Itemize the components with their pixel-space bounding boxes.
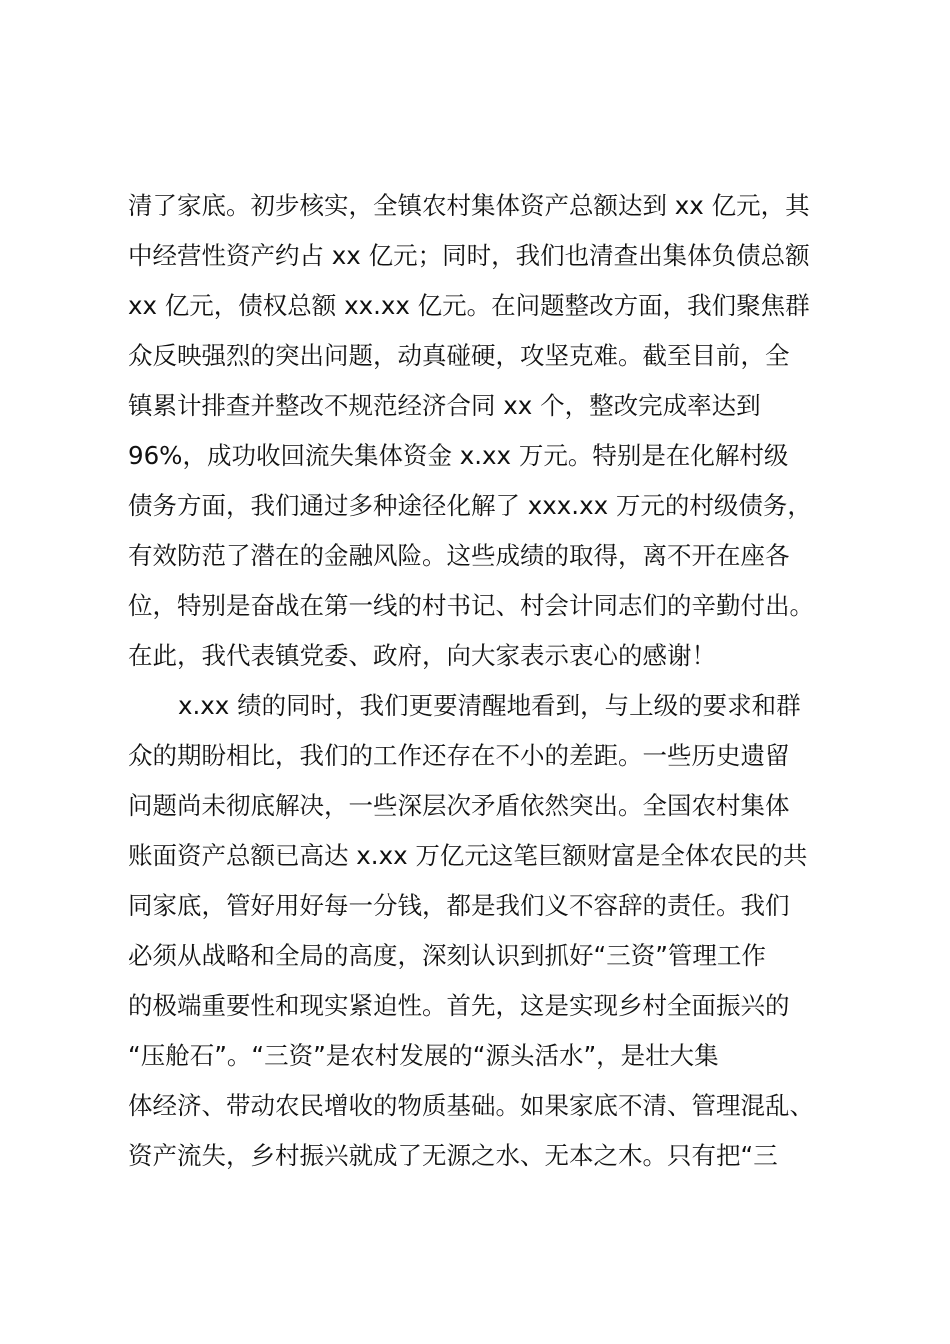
text-line-9: 位，特别是奋战在第一线的村书记、村会计同志们的辛勤付出。: [128, 591, 814, 620]
text-line-7: 债务方面，我们通过多种途径化解了 xxx.xx 万元的村级债务，: [128, 491, 812, 520]
text-line-10: 在此，我代表镇党委、政府，向大家表示衷心的感谢！: [128, 641, 716, 670]
text-line-4: 众反映强烈的突出问题，动真碰硬，攻坚克难。截至目前，全: [128, 341, 790, 370]
text-line-1: 清了家底。初步核实，全镇农村集体资产总额达到 xx 亿元，其: [128, 191, 810, 220]
text-line-14: 账面资产总额已高达 x.xx 万亿元这笔巨额财富是全体农民的共: [128, 841, 808, 870]
text-line-5: 镇累计排查并整改不规范经济合同 xx 个，整改完成率达到: [128, 391, 761, 420]
text-line-20: 资产流失，乡村振兴就成了无源之水、无本之木。只有把“三: [128, 1141, 778, 1170]
text-line-17: 的极端重要性和现实紧迫性。首先，这是实现乡村全面振兴的: [128, 991, 790, 1020]
text-line-6: 96%，成功收回流失集体资金 x.xx 万元。特别是在化解村级: [128, 441, 789, 470]
text-line-8: 有效防范了潜在的金融风险。这些成绩的取得，离不开在座各: [128, 541, 790, 570]
text-line-15: 同家底，管好用好每一分钱，都是我们义不容辞的责任。我们: [128, 891, 790, 920]
text-line-16: 必须从战略和全局的高度，深刻认识到抓好“三资”管理工作: [128, 941, 766, 970]
text-line-19: 体经济、带动农民增收的物质基础。如果家底不清、管理混乱、: [128, 1091, 814, 1120]
text-line-11: x.xx 绩的同时，我们更要清醒地看到，与上级的要求和群: [178, 691, 801, 720]
text-line-3: xx 亿元，债权总额 xx.xx 亿元。在问题整改方面，我们聚焦群: [128, 291, 810, 320]
text-line-12: 众的期盼相比，我们的工作还存在不小的差距。一些历史遗留: [128, 741, 790, 770]
text-line-2: 中经营性资产约占 xx 亿元；同时，我们也清查出集体负债总额: [128, 241, 810, 270]
text-line-13: 问题尚未彻底解决，一些深层次矛盾依然突出。全国农村集体: [128, 791, 790, 820]
text-line-18: “压舱石”。“三资”是农村发展的“源头活水”，是壮大集: [128, 1041, 719, 1070]
